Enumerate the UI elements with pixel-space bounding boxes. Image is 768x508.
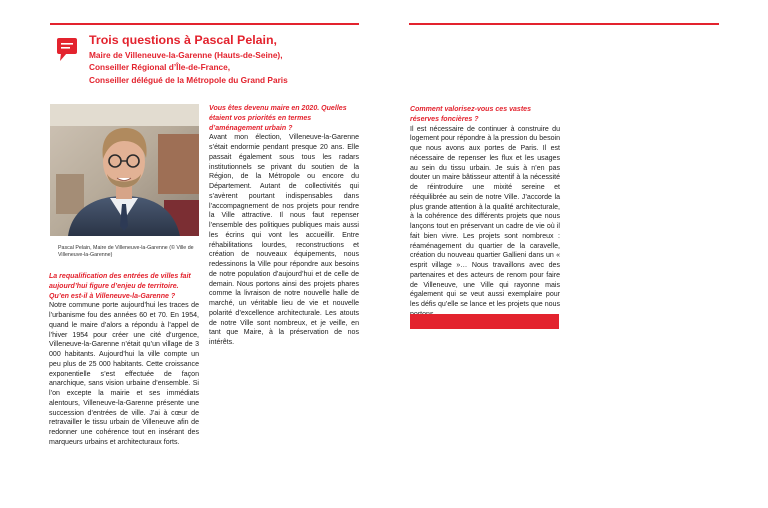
question-3: Comment valorisez-vous ces vastes réserves foncières ?: [410, 106, 532, 123]
question-2: Vous êtes devenu maire en 2020. Quelles étaient vos priorités en termes d’aménagement urbain ?: [209, 105, 347, 132]
header-line-3: Conseiller délégué de la Métropole du Grand Paris: [89, 74, 288, 85]
header-line-1: Maire de Villeneuve-la-Garenne (Hauts-de-Seine),: [89, 50, 283, 60]
speech-bubble-icon: [55, 36, 79, 62]
answer-2: Avant mon élection, Villeneuve-la-Garenne s’était endormie pendant presque 20 ans. Elle passait également sous tous les radars institutionnels se privant du soutien de la Région, de la Métropole ou encore du Département. Autant de collectivités qui s’avèrent pourtant indispensables dans l’accompagnement de nos projets pour rendre la Ville attractive. Il nous faut repenser l’ensemble des politiques publiques mais aussi les écrins qui vont les accueillir. Entre réhabilitations lourdes, reconstructions et création de nouveaux équipements, nous redessinons la Ville pour répondre aux besoins de notre population d’aujourd’hui et de celle de demain. Nous portons ainsi des projets phares comme la livraison de notre nouvelle halle de marché, un véritable lieu de vie et nouvelle polarité d’excellence architecturale. Les atouts de notre Ville sont nombreux, et je veille, en tant que Maire, à la préservation de nos intérêts.: [209, 134, 359, 346]
column-3: [410, 105, 560, 320]
top-rule-right: [409, 23, 719, 25]
question-1: La requalification des entrées de villes fait aujourd’hui figure d’enjeu de territoire. Qu’en est-il à Villeneuve-la-Garenne ?: [49, 273, 191, 300]
column-2: [209, 104, 359, 348]
column-1: [49, 272, 199, 448]
header-line-2: Conseiller Régional d’Île-de-France,: [89, 62, 231, 73]
interview-header: [89, 33, 369, 86]
accent-bar: [410, 314, 559, 329]
answer-1: Notre commune porte aujourd’hui les traces de l’urbanisme fou des années 60 et 70. En 1954, quand le maire d’alors a répondu à l’appel de l’hiver 1954 pour créer une cité d’urgence, Villeneuve-la-Garenne n’était qu’un village de 3 000 habitants. Aujourd’hui la ville compte un peu plus de 25 000 habitants. Cette croissance exponentielle s’est effectuée de façon anarchique, sans vision urbaine d’ensemble. Si l’on excepte la mairie et ses immédiats alentours, Villeneuve-la-Garenne présente une succession d’entrées de ville. J’ai à cœur de retravailler le tissu urbain de Villeneuve afin de redonner une cohérence tout en insérant des marqueurs urbains et architecturaux forts.: [49, 302, 199, 446]
photo-caption: Pascal Pelain, Maire de Villeneuve-la-Garenne (© Ville de Villeneuve-la-Garenne): [58, 245, 194, 259]
interview-title: Trois questions à Pascal Pelain,: [89, 33, 278, 47]
portrait-photo: [50, 104, 199, 236]
answer-3: Il est nécessaire de continuer à construire du logement pour répondre à la pression du besoin que nous avons aux portes de Paris. Il est nécessaire de repenser les flux et les usages au sein du tissu urbain. Je suis à n’en pas douter un maire bâtisseur attentif à la nécessité de réintroduire une mixité sereine et rééquilibrée au sein de notre Ville. J’accorde la plus grande attention à la qualité architecturale, à la cohérence des différents projets que nous lançons tout en préservant un cadre de vie où il fait bien vivre. Les projets sont nombreux : réaménagement du quartier de la caravelle, création du nouveau quartier Gallieni dans un « esprit village »… Nous travaillons avec des partenaires et des acteurs de renom pour faire de Villeneuve, une Ville qui rayonne mais également qui se veut aussi exemplaire pour les défis qu’elle se lance et les projets que nous: [410, 125, 560, 308]
top-rule-left: [50, 23, 359, 25]
